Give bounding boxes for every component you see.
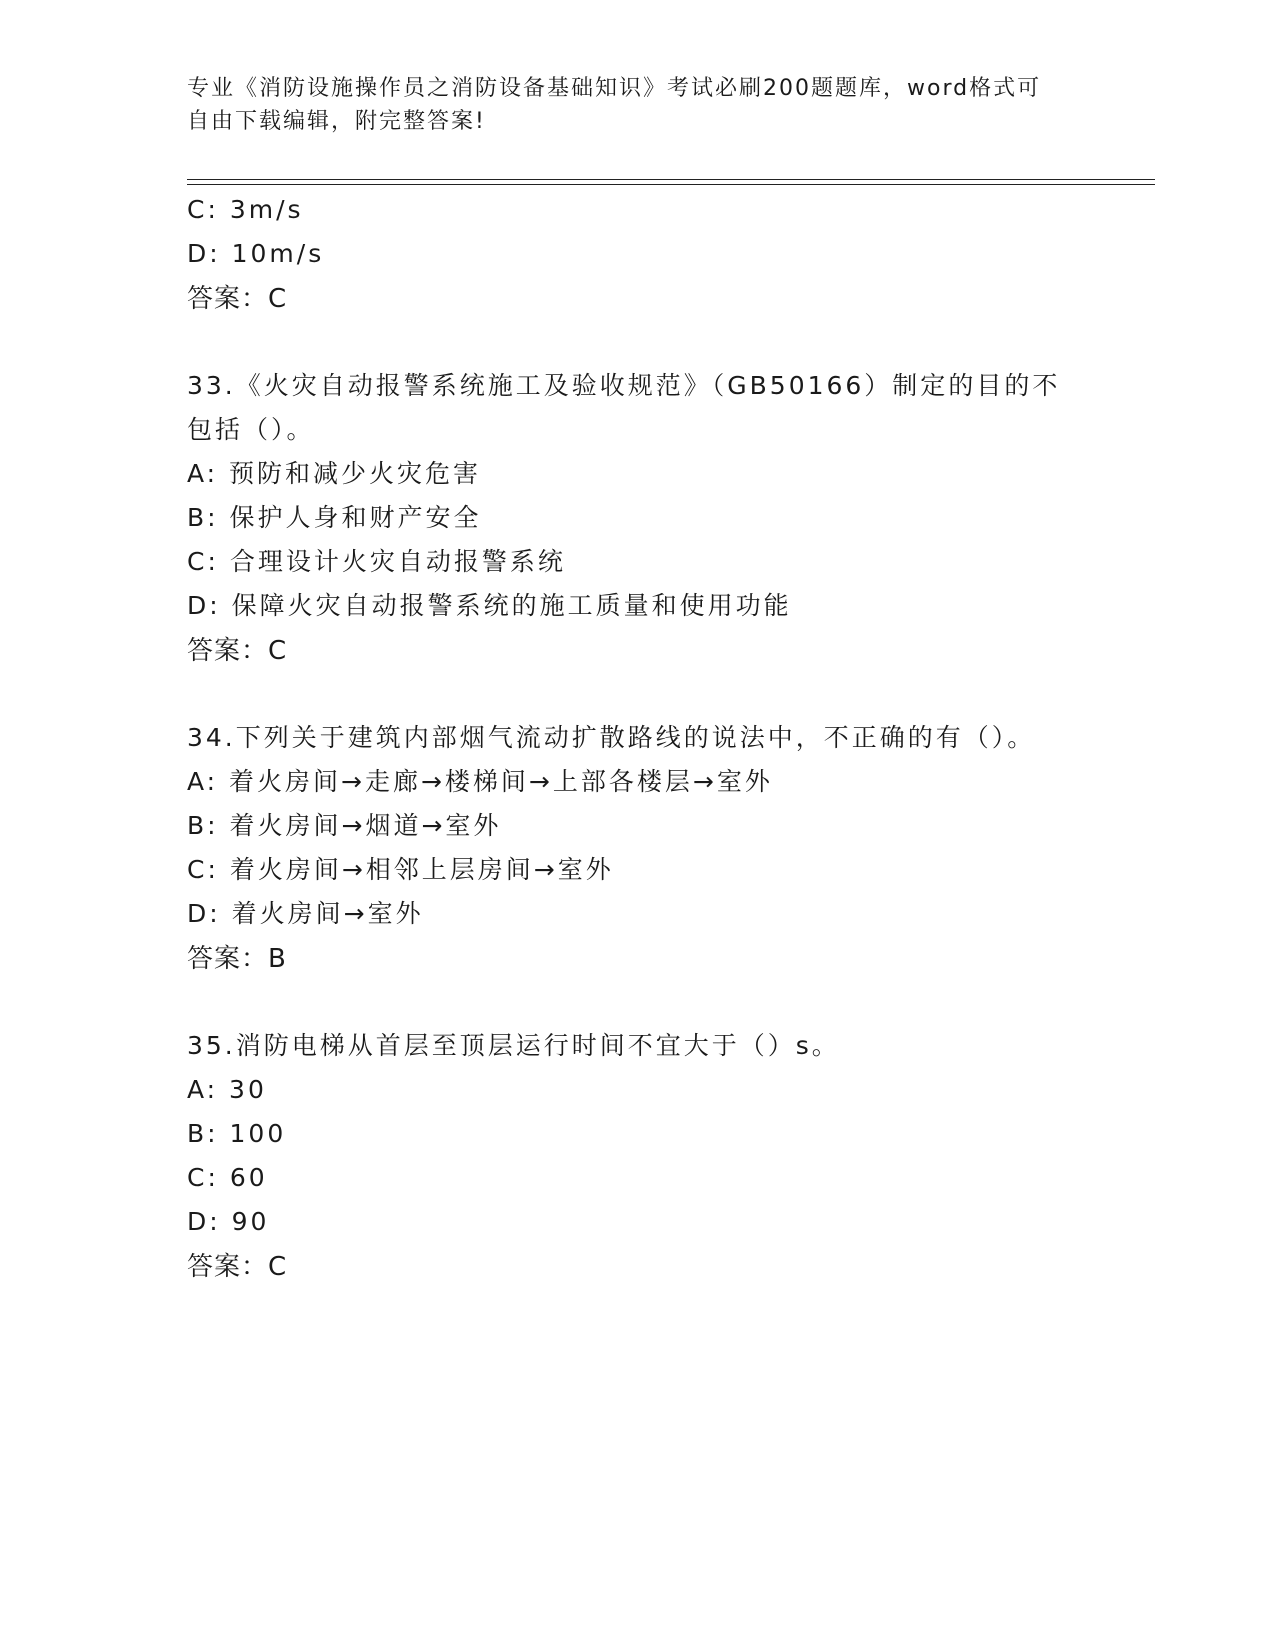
q33-stem-line-1: 33.《火灾自动报警系统施工及验收规范》（GB50166）制定的目的不	[187, 371, 1061, 400]
q34-option-a: A: 着火房间→走廊→楼梯间→上部各楼层→室外	[187, 767, 773, 796]
q33-option-c: C: 合理设计火灾自动报警系统	[187, 547, 566, 576]
prev-option-d: D: 10m/s	[187, 239, 325, 268]
q34-option-d: D: 着火房间→室外	[187, 899, 424, 928]
header-line-1: 专业《消防设施操作员之消防设备基础知识》考试必刷200题题库，word格式可	[187, 76, 1042, 101]
q35-stem: 35.消防电梯从首层至顶层运行时间不宜大于（）s。	[187, 1031, 840, 1060]
q33-option-b: B: 保护人身和财产安全	[187, 503, 482, 532]
q34-stem: 34.下列关于建筑内部烟气流动扩散路线的说法中，不正确的有（）。	[187, 723, 1036, 752]
prev-answer: 答案：C	[187, 284, 288, 314]
q35-answer: 答案：C	[187, 1252, 288, 1282]
header-divider-top	[187, 179, 1155, 180]
q35-option-b: B: 100	[187, 1119, 287, 1148]
q33-option-a: A: 预防和减少火灾危害	[187, 459, 482, 488]
q33-stem-line-2: 包括（）。	[187, 415, 315, 444]
q34-option-c: C: 着火房间→相邻上层房间→室外	[187, 855, 614, 884]
q35-option-c: C: 60	[187, 1163, 268, 1192]
q34-option-b: B: 着火房间→烟道→室外	[187, 811, 502, 840]
document-header	[187, 72, 1067, 138]
q33-option-d: D: 保障火灾自动报警系统的施工质量和使用功能	[187, 591, 792, 620]
q34-answer: 答案：B	[187, 944, 287, 974]
q35-option-d: D: 90	[187, 1207, 270, 1236]
header-divider-bottom	[187, 184, 1155, 185]
q35-option-a: A: 30	[187, 1075, 267, 1104]
prev-option-c: C: 3m/s	[187, 195, 304, 224]
header-line-2: 自由下载编辑，附完整答案!	[187, 109, 486, 134]
q33-answer: 答案：C	[187, 636, 288, 666]
